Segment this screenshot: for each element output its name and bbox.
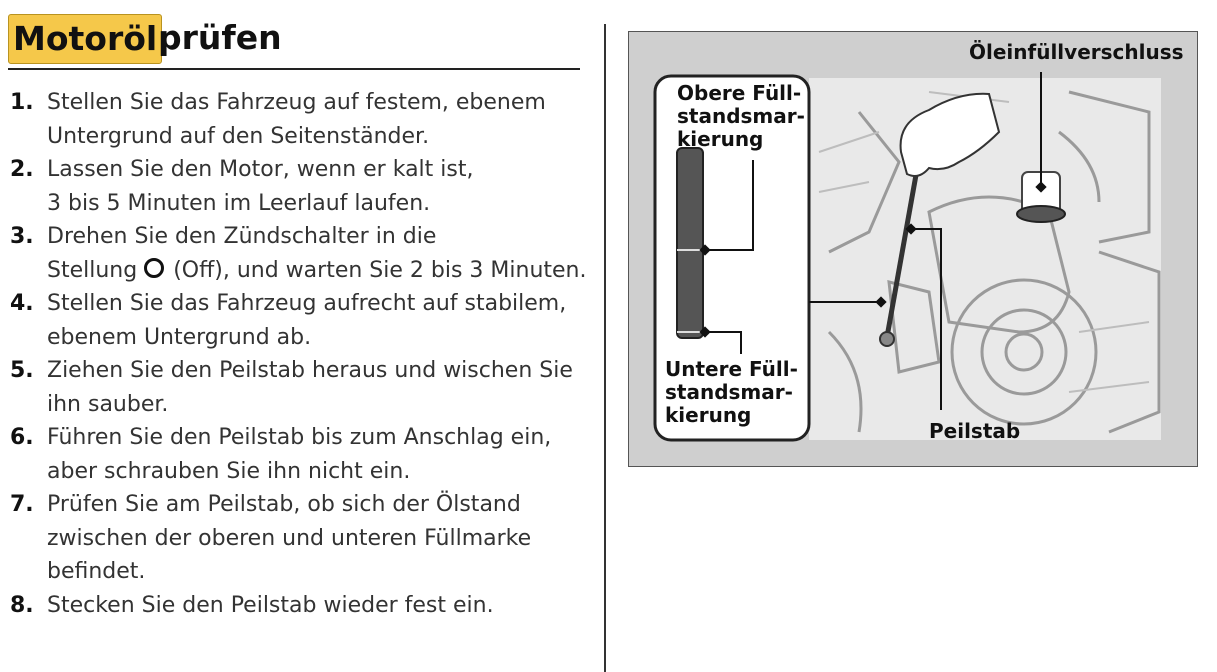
step-number: 5.: [10, 358, 34, 383]
step-3: [10, 220, 600, 287]
step-7: [10, 488, 600, 589]
step-1: [10, 86, 600, 153]
step-text: Führen Sie den Peilstab bis zum Anschlag ein, aber schrauben Sie ihn nicht ein.: [47, 425, 552, 484]
step-5: [10, 354, 600, 421]
step-number: 7.: [10, 492, 34, 517]
step-4: [10, 287, 600, 354]
step-number: 3.: [10, 224, 34, 249]
page-header: [8, 14, 580, 70]
label-oil-filler-cap: Öleinfüllverschluss: [969, 40, 1184, 64]
step-text: Stellen Sie das Fahrzeug aufrecht auf stabilem, ebenem Untergrund ab.: [47, 291, 567, 350]
step-number: 4.: [10, 291, 34, 316]
step-text: Stecken Sie den Peilstab wieder fest ein.: [47, 592, 494, 618]
step-text-part: (Off), und warten Sie 2 bis 3 Minuten.: [173, 257, 587, 283]
page-title: prüfen: [158, 18, 282, 57]
off-position-icon: [144, 258, 164, 278]
step-text-line: 3 bis 5 Minuten im Leerlauf laufen.: [47, 190, 431, 216]
step-text-part: Stellung: [47, 257, 138, 283]
column-divider: [604, 24, 606, 672]
step-text-line: Drehen Sie den Zündschalter in die: [47, 224, 437, 249]
label-lower-level-mark: [665, 358, 798, 427]
label-line: Obere Füll-: [677, 81, 802, 105]
step-number: 2.: [10, 157, 34, 182]
step-text: Prüfen Sie am Peilstab, ob sich der Ölstand zwischen der oberen und unteren Füllmarke befindet.: [47, 492, 532, 584]
step-number: 6.: [10, 425, 34, 450]
step-2: [10, 153, 600, 220]
step-6: [10, 421, 600, 488]
label-line: standsmar-: [677, 104, 805, 128]
page-title-highlight: Motoröl: [8, 14, 162, 64]
label-line: kierung: [665, 403, 752, 427]
label-line: standsmar-: [665, 380, 793, 404]
step-text-line: Lassen Sie den Motor, wenn er kalt ist,: [47, 157, 474, 182]
step-8: [10, 589, 600, 623]
instruction-steps: [10, 86, 600, 622]
step-number: 1.: [10, 90, 34, 115]
label-line: Untere Füll-: [665, 357, 798, 381]
step-text: Ziehen Sie den Peilstab heraus und wischen Sie ihn sauber.: [47, 358, 573, 417]
step-number: 8.: [10, 592, 34, 618]
label-dipstick: Peilstab: [929, 419, 1021, 443]
label-line: kierung: [677, 127, 764, 151]
dipstick-icon: [677, 148, 703, 338]
label-upper-level-mark: [677, 82, 805, 151]
step-text: Stellen Sie das Fahrzeug auf festem, ebenem Untergrund auf den Seitenständer.: [47, 90, 546, 149]
oil-check-figure: [628, 31, 1198, 467]
